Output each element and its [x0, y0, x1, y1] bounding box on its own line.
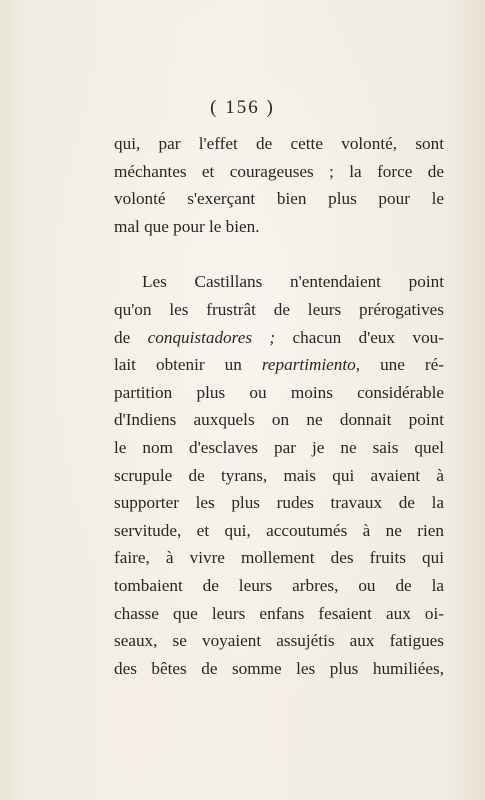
text-span: chacun d'eux vou- [275, 327, 444, 347]
body-text [114, 130, 444, 682]
text-line: partition plus ou moins considérable [114, 382, 444, 402]
text-line: mal que pour le bien. [114, 216, 260, 236]
text-line: seaux, se voyaient assujétis aux fatigues [114, 631, 444, 651]
text-line: Les Castillans n'entendaient point [142, 272, 444, 292]
italic-term: conquistadores ; [147, 327, 276, 347]
text-line: le nom d'esclaves par je ne sais quel [114, 437, 444, 457]
text-line: supporter les plus rudes travaux de la [114, 493, 444, 513]
text-line [114, 324, 444, 352]
paragraph-break [114, 240, 444, 268]
text-line [114, 351, 444, 379]
text-line: qui, par l'effet de cette volonté, sont [114, 134, 444, 153]
text-span: de [114, 327, 148, 347]
text-line: chasse que leurs enfans fesaient aux oi- [114, 603, 444, 623]
italic-term: repartimiento [261, 355, 356, 375]
text-line: faire, à vivre mollement des fruits qui [114, 548, 444, 568]
text-span: lait obtenir un [114, 355, 262, 375]
text-line: servitude, et qui, accoutumés à ne rien [114, 520, 444, 540]
text-line: des bêtes de somme les plus humiliées, [114, 658, 444, 678]
text-line: qu'on les frustrât de leurs prérogatives [114, 299, 444, 319]
text-line: d'Indiens auxquels on ne donnait point [114, 410, 444, 430]
text-line: méchantes et courageuses ; la force de [114, 161, 444, 181]
text-line: scrupule de tyrans, mais qui avaient à [114, 465, 444, 485]
text-span: , une ré- [355, 355, 444, 375]
text-line: tombaient de leurs arbres, ou de la [114, 575, 444, 595]
text-line: volonté s'exerçant bien plus pour le [114, 189, 444, 209]
page-number: ( 156 ) [210, 97, 275, 118]
